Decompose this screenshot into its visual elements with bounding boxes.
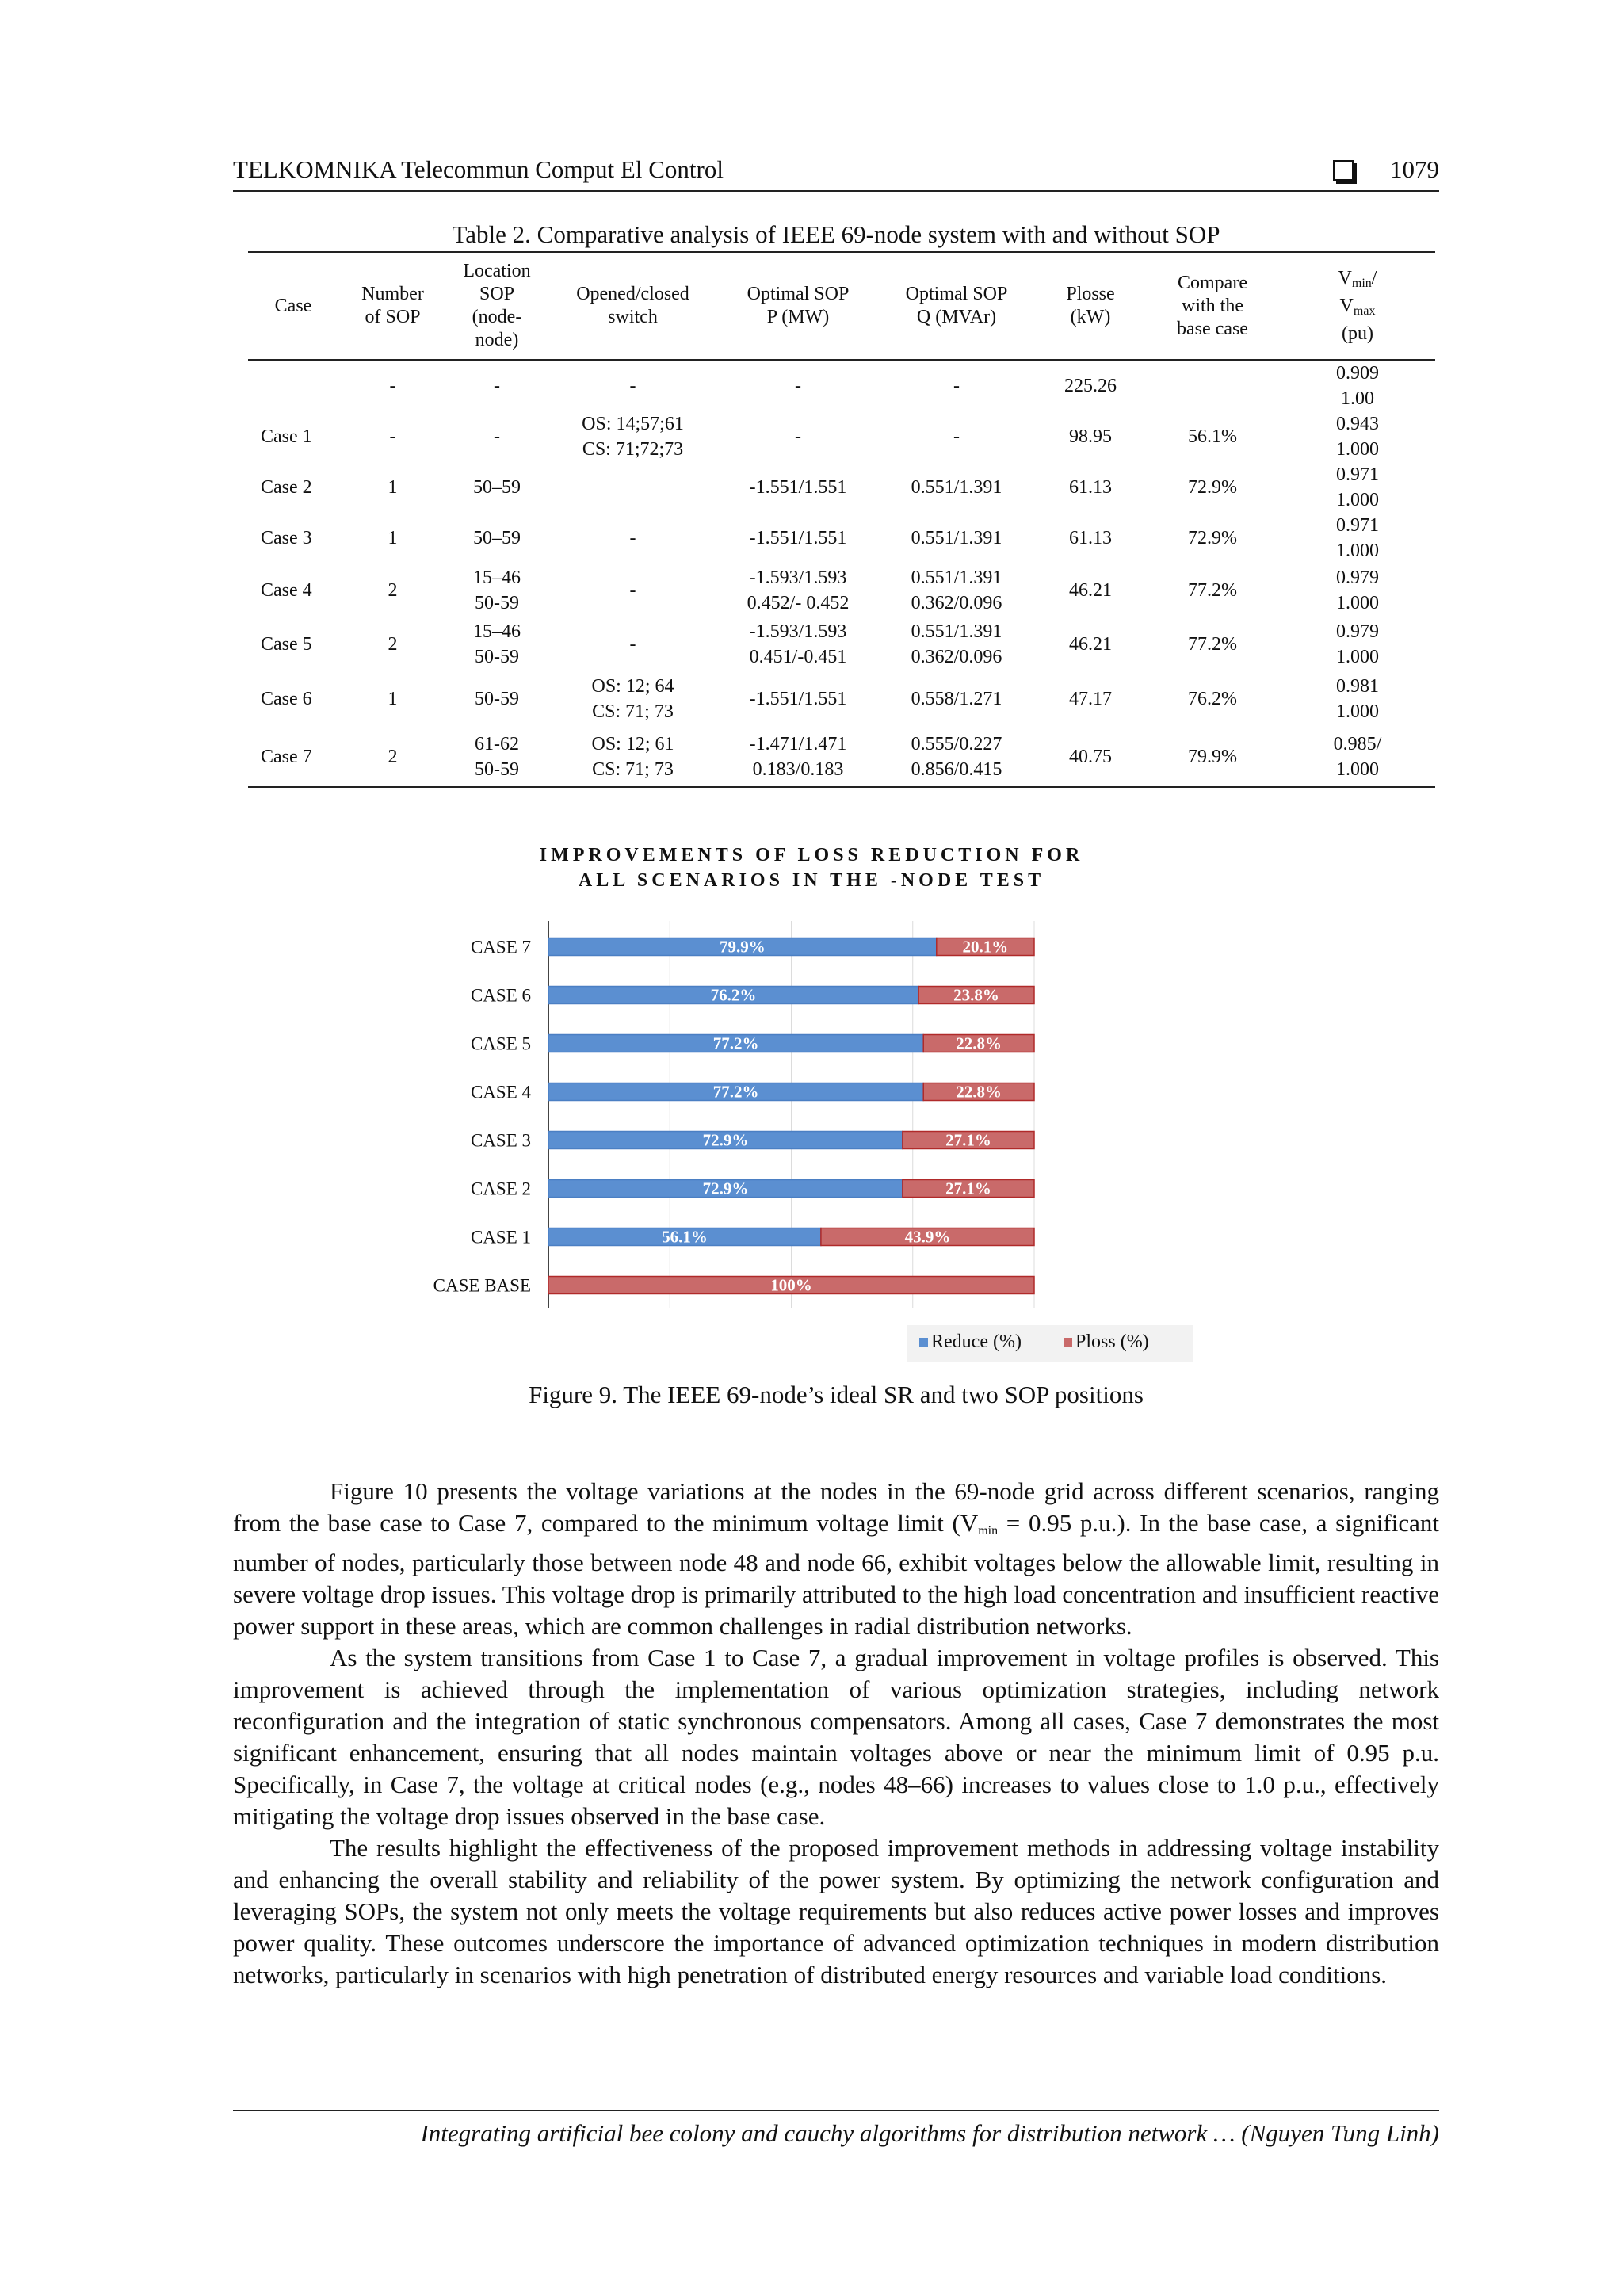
cell-ploss: 40.75 [1036, 727, 1145, 787]
cell-ploss: 225.26 [1064, 376, 1117, 396]
comparison-table [248, 251, 1435, 788]
data-label: 56.1% [662, 1227, 708, 1247]
col-optimal-q: Optimal SOP Q (MVAr) [877, 252, 1036, 360]
square-bullet-icon [1333, 160, 1354, 181]
data-label: 79.9% [720, 937, 766, 957]
data-label: 72.9% [702, 1130, 749, 1150]
cell-switch: - [629, 634, 636, 655]
cell-number-sop: 1 [388, 477, 398, 498]
cell-compare: 77.2% [1188, 634, 1237, 655]
col-location: Location SOP (node- node) [447, 252, 547, 360]
cell-q: 0.551/1.391 0.362/0.096 [911, 621, 1002, 667]
cell-ploss: 61.13 [1069, 528, 1112, 548]
data-label: 27.1% [945, 1179, 991, 1198]
table-row [248, 563, 1435, 617]
cell-switch: OS: 12; 64 CS: 71; 73 [591, 676, 674, 722]
category-label: CASE 7 [470, 937, 531, 957]
category-label: CASE 3 [470, 1130, 531, 1151]
table-header-row [248, 252, 1435, 360]
cell-location: - [494, 376, 500, 396]
legend-label: Reduce (%) [931, 1331, 1022, 1352]
col-number-sop: Number of SOP [338, 252, 447, 360]
cell-location: 50–59 [473, 528, 521, 548]
cell-p: -1.551/1.551 [749, 528, 847, 548]
cell-q: 0.551/1.391 0.362/0.096 [911, 567, 1002, 613]
cell-number-sop: 1 [388, 528, 398, 548]
table-row [248, 671, 1435, 727]
cell-case: Case 7 [248, 727, 338, 787]
data-label: 77.2% [712, 1082, 759, 1102]
cell-v: 0.909 1.00 [1336, 363, 1379, 409]
figure-caption: Figure 9. The IEEE 69-node’s ideal SR and two SOP positions [529, 1381, 1144, 1408]
cell-switch [547, 462, 719, 513]
cell-q: - [953, 376, 960, 396]
cell-number-sop: - [389, 426, 396, 447]
category-label: CASE 2 [470, 1179, 531, 1199]
table-row [248, 513, 1435, 563]
data-label: 27.1% [945, 1130, 991, 1150]
page-header [233, 155, 1439, 192]
category-label: CASE 4 [470, 1082, 531, 1102]
category-label: CASE BASE [433, 1275, 531, 1296]
chart-title-line-2: ALL SCENARIOS IN THE -NODE TEST [578, 870, 1045, 891]
cell-location: 61-62 50-59 [447, 727, 547, 787]
cell-p: - [795, 426, 801, 447]
page-number: 1079 [1390, 155, 1439, 183]
cell-v: 0.943 1.000 [1336, 414, 1379, 460]
cell-ploss: 46.21 [1069, 634, 1112, 655]
cell-number-sop: 2 [388, 634, 398, 655]
col-ploss: Plosse (kW) [1036, 252, 1145, 360]
cell-case [248, 360, 338, 411]
cell-compare: 79.9% [1145, 727, 1280, 787]
paragraph-3: The results highlight the effectiveness of the proposed improvement methods in addressing voltage instability and enhancing the overall stability and reliability of the power system. By optimizing the network configuration and leveraging SOPs, the system not only meets the voltage requirements but also reduces active power losses and improves power quality. These outcomes underscore the importance of advanced optimization techniques in modern distribution networks, particularly in scenarios with high penetration of distributed energy resources and variable load conditions. [233, 1834, 1439, 1988]
cell-switch: - [629, 528, 636, 548]
cell-ploss: 47.17 [1069, 689, 1112, 709]
data-label: 22.8% [956, 1082, 1002, 1102]
cell-ploss: 98.95 [1069, 426, 1112, 447]
cell-ploss: 46.21 [1069, 580, 1112, 601]
cell-case: Case 3 [261, 528, 312, 548]
cell-q: - [953, 426, 960, 447]
cell-location: 50–59 [473, 477, 521, 498]
cell-switch: - [629, 376, 636, 396]
col-vmin-vmax: $V_{min}/$ $V_{max}$ (pu) [1280, 252, 1435, 360]
data-label: 20.1% [962, 937, 1009, 957]
cell-switch: OS: 12; 61 CS: 71; 73 [547, 727, 719, 787]
col-compare: Compare with the base case [1145, 252, 1280, 360]
col-switch: Opened/closed switch [547, 252, 719, 360]
cell-case: Case 1 [261, 426, 312, 447]
data-label: 76.2% [710, 985, 757, 1005]
cell-v: 0.985/ 1.000 [1280, 727, 1435, 787]
cell-case: Case 6 [261, 689, 312, 709]
data-label: 72.9% [702, 1179, 749, 1198]
paragraph-2: As the system transitions from Case 1 to Case 7, a gradual improvement in voltage profiles is observed. This improvement is achieved through the implementation of various optimization strategies, including network reconfiguration and the integration of static synchronous compensators. Among all cases, Case 7 demonstrates the most significant enhancement, ensuring that all nodes maintain voltages above or near the minimum limit of 0.95 p.u. Specifically, in Case 7, the voltage at critical nodes (e.g., nodes 48–66) increases to values close to 1.0 p.u., effectively mitigating the voltage drop issues observed in the base case. [233, 1644, 1439, 1830]
data-label: 77.2% [712, 1033, 759, 1053]
loss-reduction-chart [412, 911, 1205, 1363]
col-case: Case [248, 252, 338, 360]
cell-location: 15–46 50-59 [473, 621, 521, 667]
table-row [248, 411, 1435, 462]
table-row [248, 727, 1435, 787]
cell-case: Case 4 [261, 580, 312, 601]
cell-v: 0.981 1.000 [1336, 676, 1379, 722]
data-label: 43.9% [904, 1227, 951, 1247]
paragraph-1: Figure 10 presents the voltage variations at the nodes in the 69-node grid across different scenarios, ranging from the base case to Case 7, compared to the minimum voltage limit ($V_{min} = 0.95$ p.u.). In the base case, a significant number of nodes, particularly those between node 48 and node 66, exhibit voltages below the allowable limit, resulting in severe voltage drop issues. This voltage drop is primarily attributed to the high load concentration and insufficient reactive power support in these areas, which are common challenges in radial distribution networks. [233, 1477, 1439, 1640]
category-label: CASE 6 [470, 985, 531, 1006]
cell-q: 0.555/0.227 0.856/0.415 [877, 727, 1036, 787]
table-row [248, 462, 1435, 513]
cell-number-sop: - [389, 376, 396, 396]
cell-location: 50-59 [475, 689, 519, 709]
table-row [248, 360, 1435, 411]
cell-p: -1.551/1.551 [749, 477, 847, 498]
cell-p: -1.593/1.593 0.452/- 0.452 [747, 567, 850, 613]
legend-label: Ploss (%) [1075, 1331, 1149, 1352]
cell-switch: OS: 14;57;61 CS: 71;72;73 [582, 414, 684, 460]
cell-compare: 72.9% [1188, 528, 1237, 548]
cell-number-sop: 2 [388, 580, 398, 601]
chart-title-line-1: IMPROVEMENTS OF LOSS REDUCTION FOR [539, 845, 1084, 865]
page-footer: Integrating artificial bee colony and cauchy algorithms for distribution network … (Nguyen Tung Linh) [233, 2110, 1439, 2148]
cell-switch: - [629, 580, 636, 601]
cell-compare: 72.9% [1188, 477, 1237, 498]
cell-v: 0.971 1.000 [1336, 464, 1379, 510]
cell-compare: 76.2% [1188, 689, 1237, 709]
cell-location: - [494, 426, 500, 447]
cell-q: 0.551/1.391 [911, 528, 1002, 548]
legend-swatch [1064, 1338, 1072, 1347]
cell-v: 0.979 1.000 [1336, 567, 1379, 613]
cell-v: 0.971 1.000 [1336, 515, 1379, 561]
cell-location: 15–46 50-59 [473, 567, 521, 613]
cell-compare [1145, 360, 1280, 411]
cell-number-sop: 2 [338, 727, 447, 787]
data-label: 22.8% [956, 1033, 1002, 1053]
legend-swatch [919, 1338, 928, 1347]
cell-q: 0.558/1.271 [911, 689, 1002, 709]
cell-p: -1.593/1.593 0.451/-0.451 [749, 621, 847, 667]
cell-case: Case 2 [261, 477, 312, 498]
cell-p: - [795, 376, 801, 396]
cell-p: -1.471/1.471 0.183/0.183 [719, 727, 877, 787]
body-text [233, 1476, 1439, 1991]
cell-ploss: 61.13 [1069, 477, 1112, 498]
cell-case: Case 5 [261, 634, 312, 655]
cell-p: -1.551/1.551 [749, 689, 847, 709]
cell-compare: 56.1% [1188, 426, 1237, 447]
table-caption: Table 2. Comparative analysis of IEEE 69-node system with and without SOP [452, 220, 1220, 248]
category-label: CASE 5 [470, 1033, 531, 1054]
data-label: 23.8% [953, 985, 999, 1005]
category-label: CASE 1 [470, 1227, 531, 1247]
cell-number-sop: 1 [388, 689, 398, 709]
data-label: 100% [770, 1275, 812, 1295]
cell-q: 0.551/1.391 [911, 477, 1002, 498]
cell-compare: 77.2% [1188, 580, 1237, 601]
col-optimal-p: Optimal SOP P (MW) [719, 252, 877, 360]
cell-v: 0.979 1.000 [1336, 621, 1379, 667]
table-row [248, 617, 1435, 671]
journal-name: TELKOMNIKA Telecommun Comput El Control [233, 155, 724, 183]
